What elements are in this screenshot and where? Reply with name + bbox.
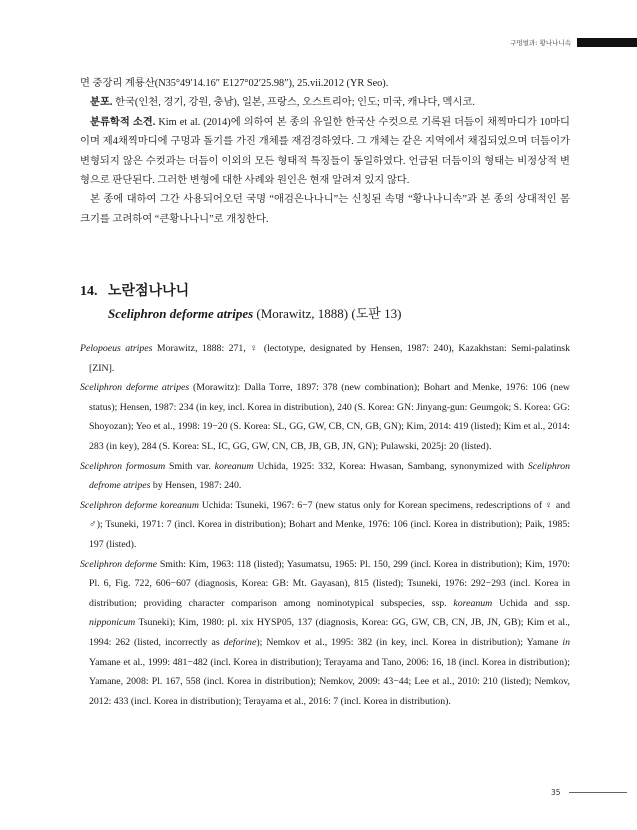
distribution-paragraph [80, 93, 570, 112]
intro-text [80, 74, 570, 229]
taxonomic-remarks-label: 분류학적 소견. [90, 116, 156, 128]
korean-name: 노란점나나니 [108, 284, 190, 299]
taxonomic-remarks-paragraph [80, 113, 570, 191]
running-header-text: 구멍벌과: 황나나니속 [510, 38, 571, 47]
synonymy-list [80, 339, 570, 711]
page-footer [551, 788, 627, 797]
synonymy-entry: Sceliphron deforme atripes (Morawitz): Dalla Torre, 1897: 378 (new combination); Bohart and Menke, 1976: 106 (new status); Hensen, 1987: 234 (in key, incl. Korea in distribution), 240 (S. Korea: GN: Jinyang-gun: Geumgok; S. Korea: GG: Shoyozan); Yeo et al., 1998: 19−20 (S. Korea: SL, GG, GW, CB, CN, GB, GN); Kim, 2014: 419 (listed); Kim et al., 2014: 283 (in key), 284 (S. Korea: SL, IC, GG, GW, CN, CB, JB, GB, JN, GN); Pulawski, 2025j: 20 (listed). [80, 382, 570, 452]
header-bar [577, 38, 637, 47]
species-scientific-heading [108, 303, 401, 325]
species-number: 14. [80, 284, 98, 299]
running-header [510, 36, 637, 48]
taxonomic-remarks-text: Kim et al. (2014)에 의하여 본 종의 유일한 한국산 수컷으로 기록된 더듬이 채찍마디가 10마디이며 제4채찍마디에 구멍과 돌기를 가진 개체를 재검경하였다. 그 개체는 같은 지역에서 채집되었으며 더듬이가 변형되지 않은 수컷과는 더듬이 이외의 모든 형태적 특징들이 동일하였다. 언급된 더듬이의 형태는 비정상적 변형으로 판단된다. 그러한 변형에 대한 사례와 원인은 현재 알려져 있지 않다. [80, 116, 570, 187]
distribution-text: 한국(인천, 경기, 강원, 충남), 일본, 프랑스, 오스트리아; 인도; 미국, 캐나다, 멕시코. [112, 97, 475, 109]
footer-rule [569, 792, 627, 793]
species-author: (Morawitz, 1888) (도판 13) [253, 306, 402, 321]
synonymy-entry: Pelopoeus atripes Morawitz, 1888: 271, ♀ (lectotype, designated by Hensen, 1987: 240), Kazakhstan: Semi-palatinsk [ZIN]. [80, 343, 570, 374]
distribution-label: 분포. [90, 97, 113, 109]
locality-line: 면 중장리 계룡산(N35°49′14.16″ E127°02′25.98″), 25.vii.2012 (YR Seo). [80, 78, 389, 89]
scientific-name: Sceliphron deforme atripes [108, 306, 254, 321]
synonymy-entry: Sceliphron formosum Smith var. koreanum Uchida, 1925: 332, Korea: Hwasan, Sambang, synonymized with Sceliphron defrome atripes by Hensen, 1987: 240. [80, 460, 570, 492]
synonymy-entry: Sceliphron deforme koreanum Uchida: Tsuneki, 1967: 6−7 (new status only for Korean specimens, redescriptions of ♀ and ♂); Tsuneki, 1971: 7 (incl. Korea in distribution); Bohart and Menke, 1976: 106 (incl. Korea in distribution); Paik, 1985: 197 (listed). [80, 499, 570, 550]
synonymy-entry: Sceliphron deforme Smith: Kim, 1963: 118 (listed); Yasumatsu, 1965: Pl. 150, 299 (incl. Korea in distribution); Kim, 1970: Pl. 6, Fig. 722, 606−607 (diagnosis, Korea: GB: Mt. Gayasan), 815 (listed); Tsuneki, 1976: 292−293 (incl. Korea in distribution; providing character comparison among nominotypical subspecies, ssp. koreanum Uchida and ssp. nipponicum Tsuneki); Kim, 1980: pl. xix HYSP05, 137 (diagnosis, Korea: GG, GW, CB, CN, JB, JN, GB); Kim et al., 1994: 262 (listed, incorrectly as deforine); Nemkov et al., 1995: 382 (in key, incl. Korea in distribution); Yamane in Yamane et al., 1999: 481−482 (incl. Korea in distribution); Terayama and Tano, 2006: 16, 18 (incl. Korea in distribution); Yamane, 2008: Pl. 167, 558 (incl. Korea in distribution); Nemkov, 2009: 43−44; Lee et al., 2010: 210 (listed); Nemkov, 2012: 433 (incl. Korea in distribution); Terayama et al., 2016: 7 (incl. Korea in distribution). [80, 558, 570, 707]
naming-paragraph: 본 종에 대하여 그간 사용되어오던 국명 “애검은나나니”는 신칭된 속명 “황나나니속”과 본 종의 상대적인 몸 크기를 고려하여 “큰황나나니”로 개칭한다. [80, 194, 570, 225]
page-number: 35 [551, 788, 561, 797]
species-heading [80, 281, 189, 303]
